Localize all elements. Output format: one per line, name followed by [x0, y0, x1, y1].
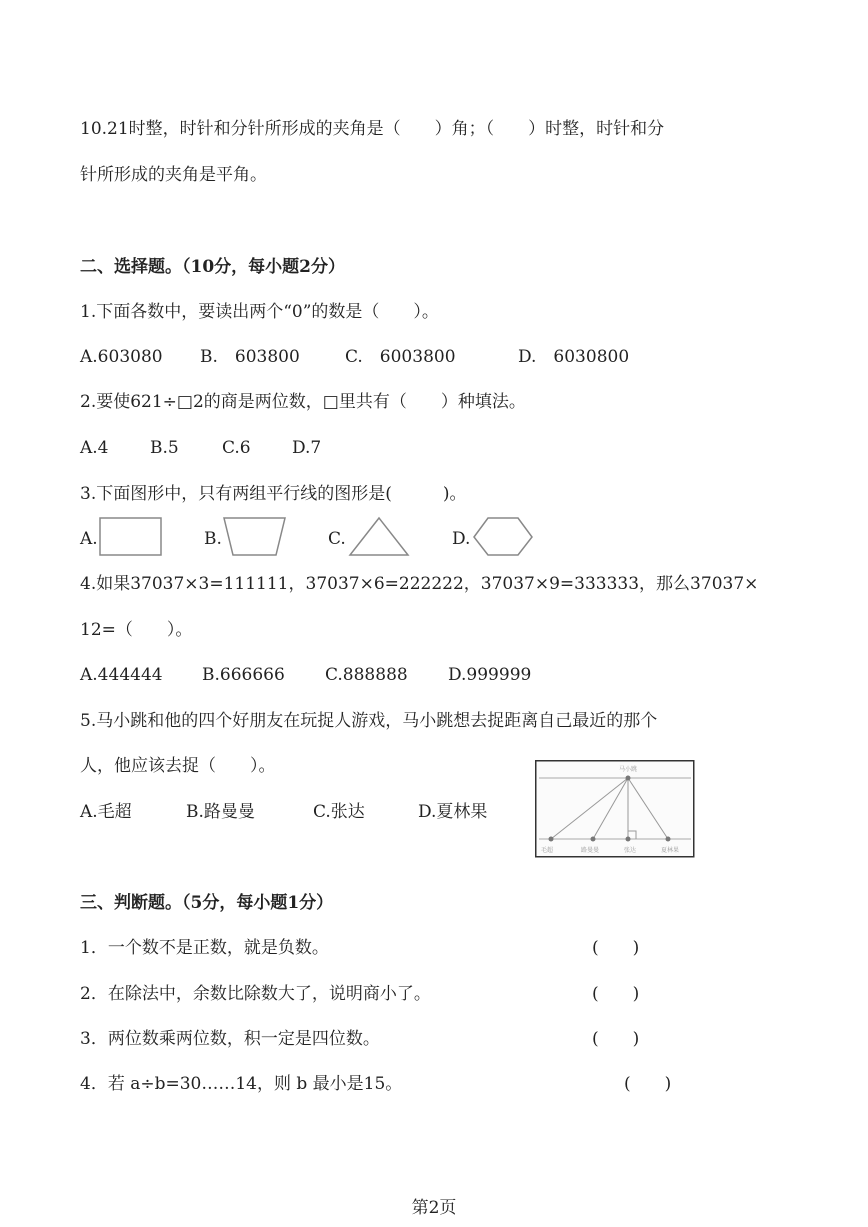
choice-q5-option-a: A.毛超 [80, 802, 132, 822]
choice-q3-option-a: A. [80, 529, 98, 549]
choice-q3-stem: 3.下面图形中，只有两组平行线的图形是( )。 [80, 484, 467, 504]
choice-q1-option-a: A.603080 [80, 347, 163, 367]
choice-section-heading: 二、选择题。（10分，每小题2分） [80, 257, 345, 277]
judge-item-1-answer: ( ) [592, 938, 640, 958]
triangle-shape [346, 516, 412, 558]
judge-item-1: 1．一个数不是正数，就是负数。 [80, 938, 329, 958]
page-number: 第2页 [411, 1198, 457, 1218]
person-point-3 [626, 837, 631, 842]
choice-q5-option-c: C.张达 [313, 802, 365, 822]
choice-q4-option-b: B.666666 [202, 665, 285, 685]
person-point-4 [666, 837, 671, 842]
choice-q5-option-d: D.夏林果 [418, 802, 488, 822]
choice-q2-option-d: D.7 [292, 438, 322, 458]
choice-q2-option-b: B.5 [150, 438, 179, 458]
hexagon-shape [470, 516, 536, 558]
judge-item-2-answer: ( ) [592, 984, 640, 1004]
figure-bottom-label-2: 路曼曼 [580, 847, 600, 854]
choice-q5-option-b: B.路曼曼 [186, 802, 255, 822]
choice-q1-option-b: B. 603800 [200, 347, 300, 367]
choice-q1-option-d: D. 6030800 [518, 347, 630, 367]
choice-q5-stem-line-1: 5.马小跳和他的四个好朋友在玩捉人游戏，马小跳想去捉距离自己最近的那个 [80, 711, 658, 731]
judge-item-3-answer: ( ) [592, 1029, 640, 1049]
person-point-2 [591, 837, 596, 842]
judge-item-4: 4．若 a÷b=30……14，则 b 最小是15。 [80, 1074, 403, 1094]
figure-top-label: 马小跳 [618, 766, 638, 773]
choice-q2-option-c: C.6 [222, 438, 251, 458]
choice-q3-option-c: C. [328, 529, 346, 549]
q5-distance-figure [535, 760, 695, 858]
choice-q4-option-c: C.888888 [325, 665, 408, 685]
rectangle-shape [98, 516, 164, 558]
q10-line-2: 针所形成的夹角是平角。 [80, 165, 267, 185]
choice-q3-option-b: B. [204, 529, 222, 549]
choice-q2-stem: 2.要使621÷□2的商是两位数，□里共有（ ）种填法。 [80, 392, 526, 412]
choice-q3-option-d: D. [452, 529, 471, 549]
q10-line-1: 10.21时整，时针和分针所形成的夹角是（ ）角；（ ）时整，时针和分 [80, 119, 665, 139]
figure-bottom-label-3: 张达 [623, 847, 637, 854]
ma-xiaotiao-point [626, 776, 631, 781]
choice-q4-option-d: D.999999 [448, 665, 532, 685]
choice-q1-option-c: C. 6003800 [345, 347, 456, 367]
judge-item-2: 2．在除法中，余数比除数大了，说明商小了。 [80, 984, 431, 1004]
judge-section-heading: 三、判断题。（5分，每小题1分） [80, 893, 334, 913]
person-point-1 [549, 837, 554, 842]
judge-item-4-answer: ( ) [624, 1074, 672, 1094]
choice-q4-stem-line-1: 4.如果37037×3=111111，37037×6=222222，37037×9=333333，那么37037× [80, 574, 759, 594]
figure-bottom-label-1: 毛超 [540, 847, 554, 854]
figure-bottom-label-4: 夏林果 [660, 847, 680, 854]
choice-q2-option-a: A.4 [80, 438, 109, 458]
choice-q4-stem-line-2: 12=（ ）。 [80, 620, 193, 640]
trapezoid-shape [222, 516, 288, 558]
choice-q1-stem: 1.下面各数中，要读出两个“0”的数是（ ）。 [80, 302, 439, 322]
choice-q4-option-a: A.444444 [80, 665, 163, 685]
choice-q5-stem-line-2: 人，他应该去捉（ ）。 [80, 756, 276, 776]
judge-item-3: 3．两位数乘两位数，积一定是四位数。 [80, 1029, 380, 1049]
